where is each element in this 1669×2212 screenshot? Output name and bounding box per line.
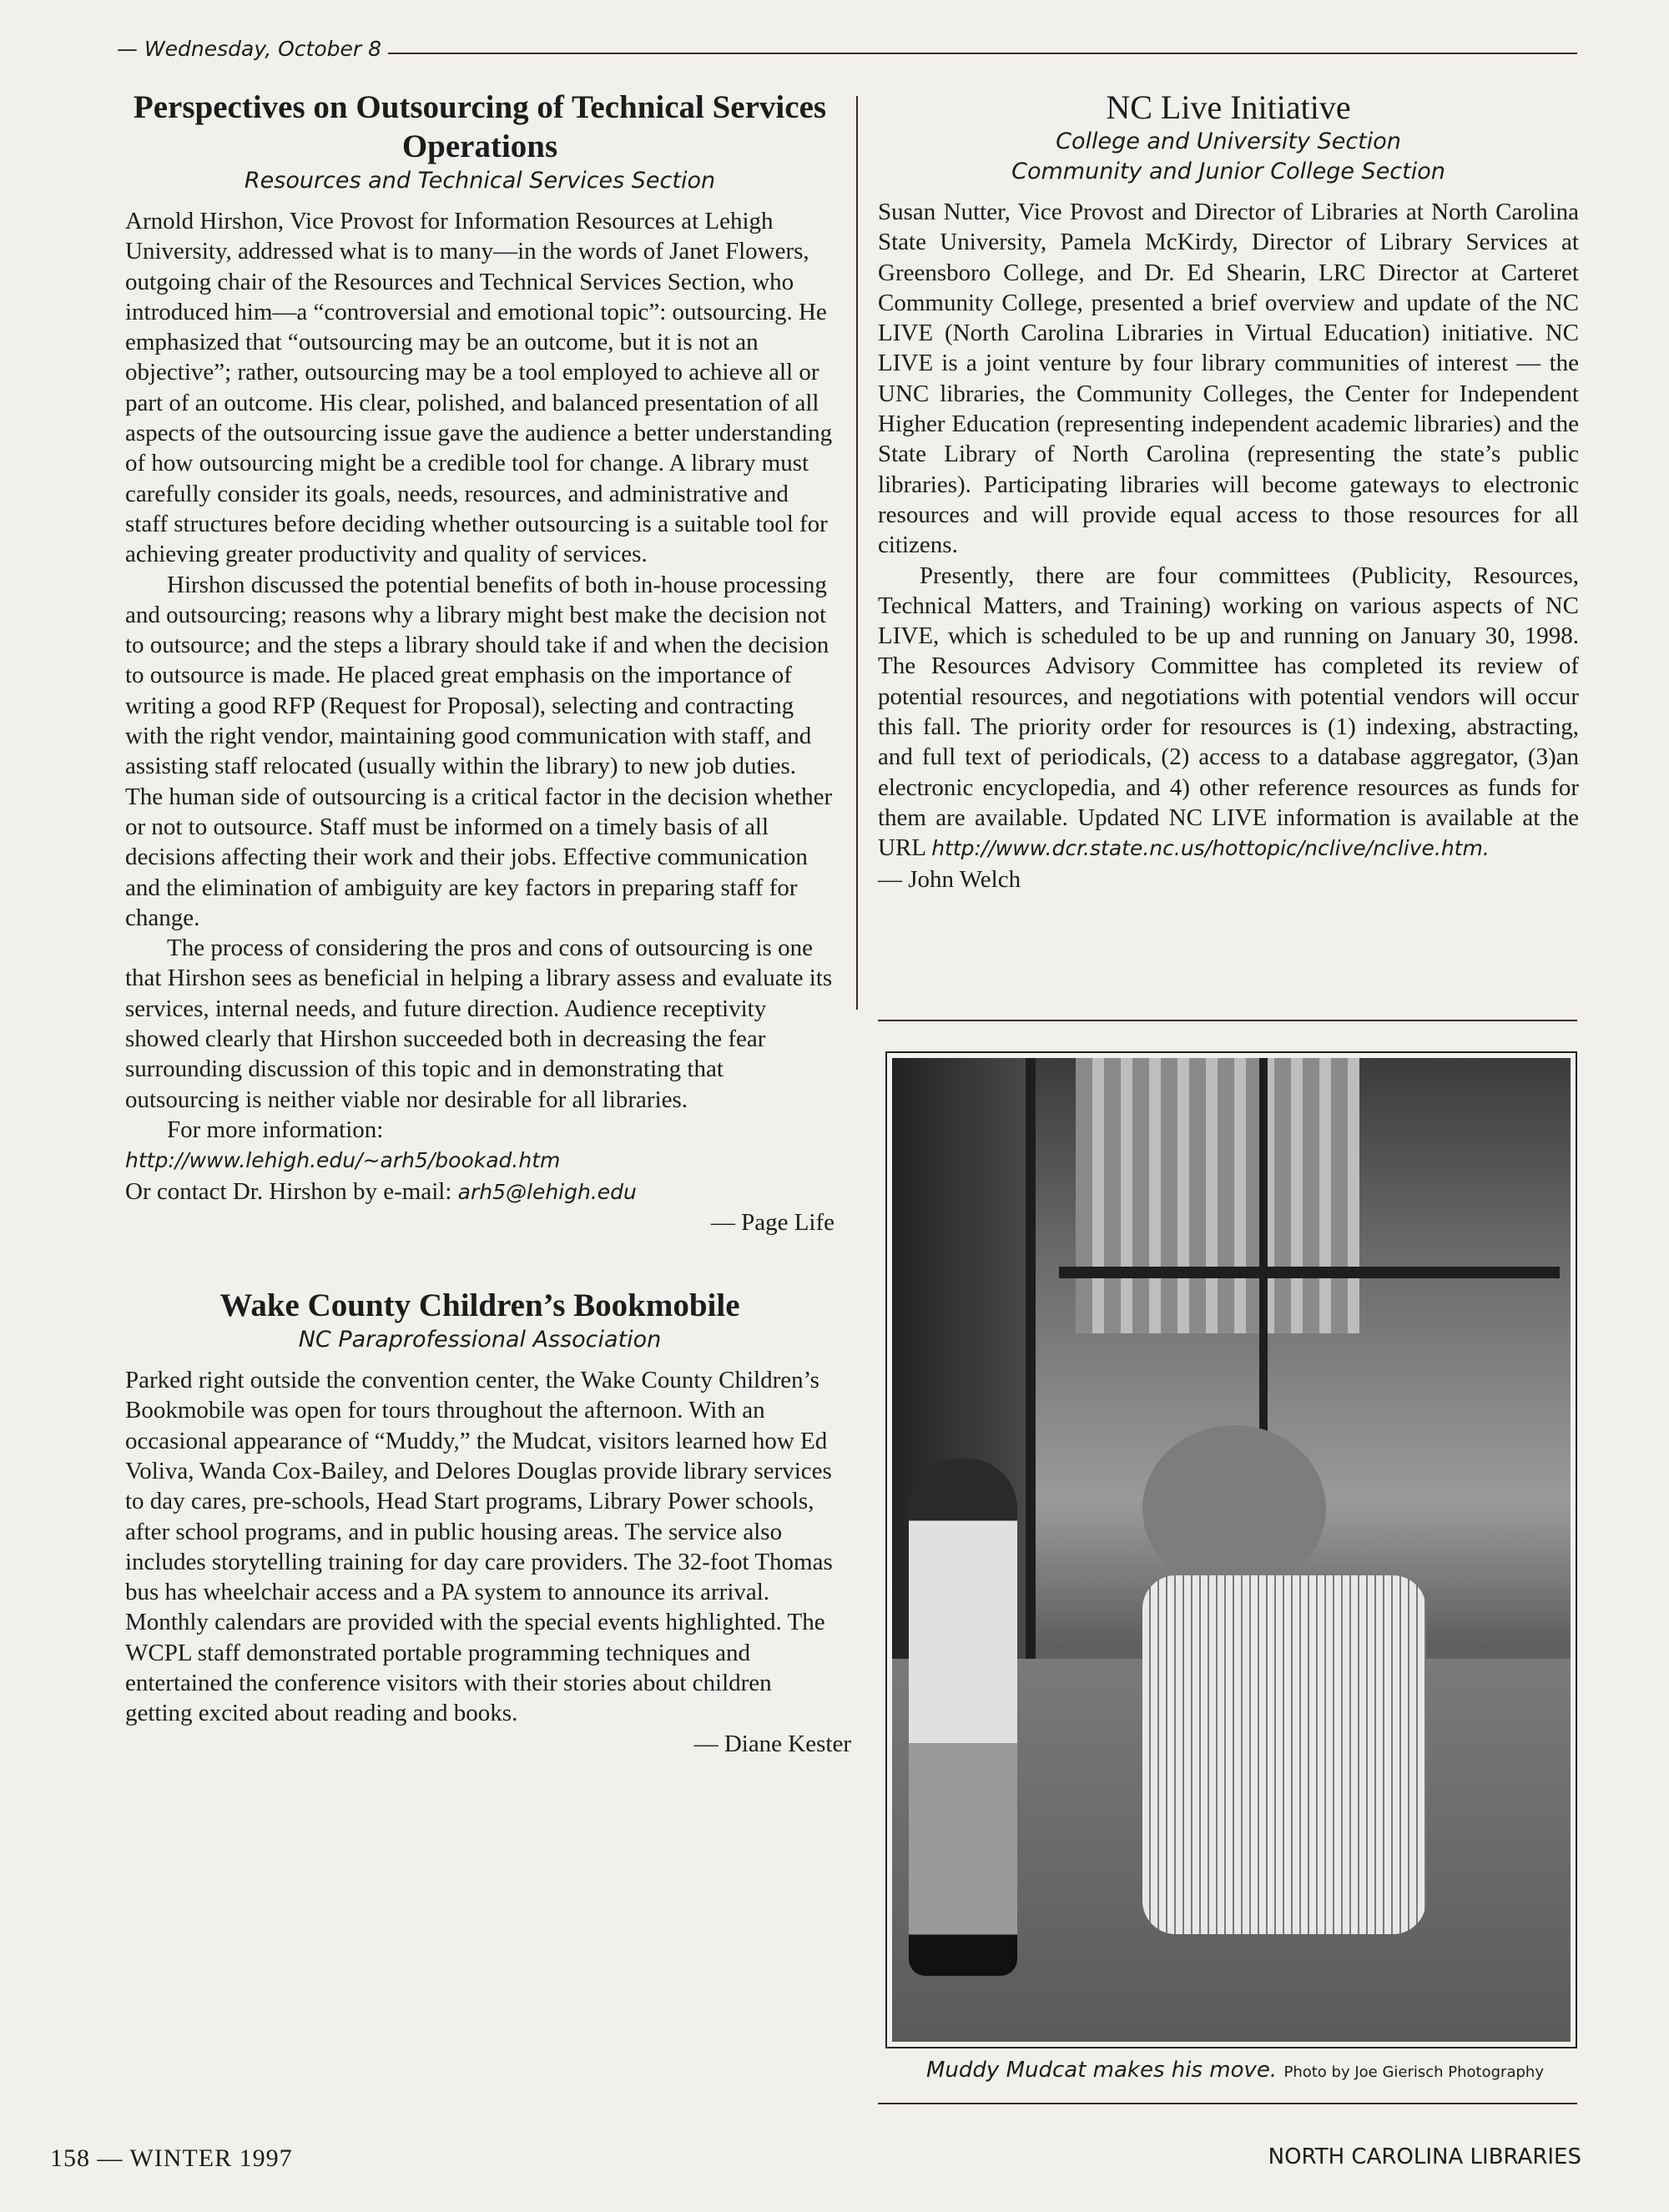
section-rule — [878, 1020, 1577, 1021]
mudcat-photo — [892, 1058, 1571, 2042]
right-column — [878, 88, 1579, 894]
article-title-outsourcing: Perspectives on Outsourcing of Technical Services Operations — [133, 89, 827, 164]
caption-text: Muddy Mudcat makes his move. — [926, 2058, 1278, 2083]
photo-credit: Photo by Joe Gierisch Photography — [1283, 2063, 1544, 2081]
nc-live-url-link[interactable]: http://www.dcr.state.nc.us/hottopic/nclive/nclive.htm. — [931, 836, 1490, 861]
photo-building — [1076, 1058, 1359, 1333]
article-section: Community and Junior College Section — [1011, 159, 1445, 184]
caption-rule — [878, 2103, 1577, 2104]
paragraph: Hirshon discussed the potential benefits of both in-house processing and outsourcing; reasons why a library might best make the decision not to outsource; and the steps a library should take if and when the decision to outsource is made. He placed great emphasis on the importance of writing a good RFP (Request for Proposal), selecting and contracting with the right vendor, maintaining good communication with staff, and assisting staff relocated (usually within the library) to new job duties. The human side of outsourcing is a critical factor in the decision whether or not to outsource. Staff must be informed on a timely basis of all decisions affecting their work and their jobs. Effective communication and the elimination of ambiguity are key factors in preparing staff for change. — [125, 571, 833, 931]
photo-frame — [885, 1051, 1577, 2048]
article-section: College and University Section — [1056, 128, 1401, 154]
email-link[interactable]: arh5@lehigh.edu — [457, 1179, 637, 1204]
more-info-label: For more information: — [167, 1116, 384, 1143]
photo-window-frame — [1059, 1267, 1560, 1278]
paragraph: The process of considering the pros and cons of outsourcing is one that Hirshon sees as beneficial in helping a library assess and evaluate its services, internal needs, and future direction. Audience receptivity showed clearly that Hirshon succeeded both in decreasing the fear surrounding discussion of this topic and in demonstrating that outsourcing is neither viable nor desirable for all libraries. — [125, 935, 833, 1113]
photo-mudcat-uniform — [1142, 1575, 1426, 1934]
author-signature: — John Welch — [878, 865, 1021, 893]
author-signature: — Diane Kester — [693, 1730, 851, 1757]
contact-text: Or contact Dr. Hirshon by e-mail: — [125, 1177, 458, 1205]
article-title-bookmobile: Wake County Children’s Bookmobile — [219, 1287, 740, 1324]
paragraph: Presently, there are four committees (Publicity, Resources, Technical Matters, and Training) working on various aspects of NC LIVE, which is scheduled to be up and running on January 30, 1998. The Resources Advisory Committee has completed its review of potential resources, and negotiations with potential vendors will occur this fall. The priority order for resources is (1) indexing, abstracting, and full text of periodicals, (2) access to a database aggregator, (3)an electronic encyclopedia, and 4) other reference resources as funds for them are available. Updated NC LIVE information is available at the URL — [878, 562, 1579, 862]
lehigh-url-link[interactable]: http://www.lehigh.edu/~arh5/bookad.htm — [125, 1148, 561, 1173]
article-title-nc-live: NC Live Initiative — [1106, 88, 1351, 126]
article-section: NC Paraprofessional Association — [298, 1327, 662, 1353]
article-section: Resources and Technical Services Section — [244, 168, 716, 194]
paragraph: Parked right outside the convention center, the Wake County Children’s Bookmobile was open for tours throughout the afternoon. With an occasional appearance of “Muddy,” the Mudcat, visitors learned how Ed Voliva, Wanda Cox-Bailey, and Delores Douglas provide library services to day cares, pre-schools, Head Start programs, Library Power schools, after school programs, and in public housing areas. The service also includes storytelling training for day care providers. The 32-foot Thomas bus has wheelchair access and a PA system to announce its arrival. Monthly calendars are provided with the special events highlighted. The WCPL staff demonstrated portable programming techniques and entertained the conference visitors with their stories about children getting excited about reading and books. — [125, 1367, 833, 1727]
column-divider — [856, 96, 858, 1010]
paragraph: Arnold Hirshon, Vice Provost for Information Resources at Lehigh University, addressed what is to many—in the words of Janet Flowers, outgoing chair of the Resources and Technical Services Section, who introduced him—a “controversial and emotional topic”: outsourcing. He emphasized that “outsourcing may be an outcome, but it is not an objective”; rather, outsourcing may be a tool employed to achieve all or part of an outcome. His clear, polished, and balanced presentation of all aspects of the outsourcing issue gave the audience a better understanding of how outsourcing might be a credible tool for change. A library must carefully consider its goals, needs, resources, and administrative and staff structures before deciding whether outsourcing is a suitable tool for achieving greater productivity and quality of services. — [125, 208, 833, 568]
footer-page-info: 158 — WINTER 1997 — [50, 2144, 293, 2172]
left-column — [125, 88, 851, 1759]
header-date: — Wednesday, October 8 — [117, 37, 388, 61]
author-signature: — Page Life — [710, 1208, 834, 1236]
photo-mudcat-head — [1142, 1425, 1326, 1592]
photo-caption — [926, 2058, 1577, 2083]
paragraph: Susan Nutter, Vice Provost and Director of Libraries at North Carolina State University, Pamela McKirdy, Director of Library Services at Greensboro College, and Dr. Ed Shearin, LRC Director at Carteret Community College, presented a brief overview and update of the NC LIVE (North Carolina Libraries in Virtual Education) initiative. NC LIVE is a joint venture by four library communities of interest — the UNC libraries, the Community Colleges, the Center for Independent Higher Education (representing independent academic libraries) and the State Library of North Carolina (representing the state’s public libraries). Participating libraries will become gateways to electronic resources and will provide equal access to those resources for all citizens. — [878, 199, 1579, 559]
photo-woman — [909, 1459, 1017, 1976]
footer-publication: NORTH CAROLINA LIBRARIES — [1268, 2144, 1581, 2169]
running-header — [117, 37, 1577, 70]
